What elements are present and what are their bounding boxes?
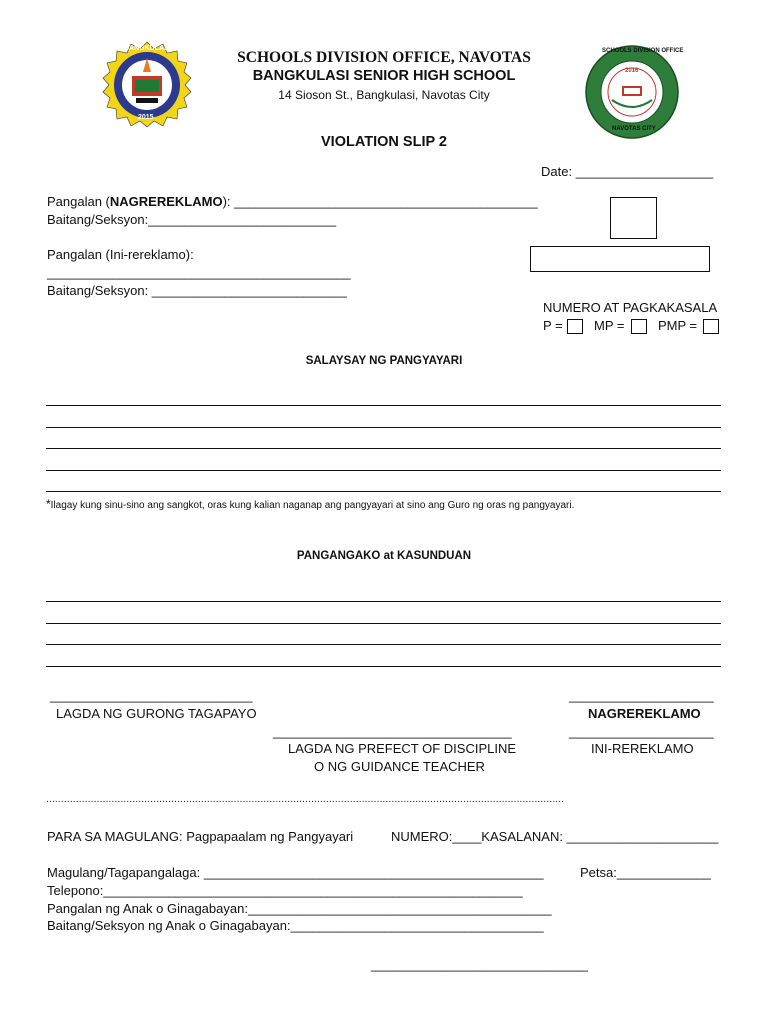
respondent-signature-label: INI-REREKLAMO [591, 741, 694, 756]
respondent-section-field[interactable]: ___________________________ [151, 283, 348, 298]
complainant-name-prefix: Pangalan ( [47, 194, 110, 209]
narrative-line-4[interactable] [46, 470, 721, 471]
prefect-signature-line[interactable]: _________________________________ [273, 724, 512, 739]
petsa-field[interactable]: Petsa:_____________ [580, 865, 711, 880]
pmp-label: PMP = [658, 318, 698, 333]
photo-box[interactable] [610, 197, 657, 239]
mp-label: MP = [594, 318, 625, 333]
logo-right-year: 2016 [625, 68, 639, 74]
complainant-name-bold: NAGREREKLAMO [109, 194, 223, 209]
guardian-field[interactable]: Magulang/Tagapangalaga: _______________________________________________ [47, 865, 544, 880]
logo-right-text: SCHOOLS DIVISION OFFICE [602, 48, 684, 54]
schools-division-seal [584, 44, 684, 140]
logo-right-bottom: NAVOTAS CITY [612, 126, 656, 132]
prefect-signature-label-1: LAGDA NG PREFECT OF DISCIPLINE [288, 741, 517, 756]
school-address: 14 Sioson St., Bangkulasi, Navotas City [278, 88, 490, 102]
adviser-signature-label: LAGDA NG GURONG TAGAPAYO [56, 706, 257, 721]
bangkulasi-logo [102, 40, 192, 128]
note-asterisk: * [46, 497, 51, 511]
offense-heading: NUMERO AT PAGKAKASALA [543, 300, 718, 315]
prefect-signature-label-2: O NG GUIDANCE TEACHER [314, 759, 485, 774]
narrative-line-5[interactable] [46, 491, 721, 492]
phone-field[interactable]: Telepono:__________________________________________________________ [47, 883, 523, 898]
numero-kasalanan-field[interactable]: NUMERO:____KASALANAN: _____________________ [391, 829, 719, 844]
promise-line-4[interactable] [46, 666, 721, 667]
child-section-field[interactable]: Baitang/Seksyon ng Anak o Ginagabayan:___________________________________ [47, 918, 544, 933]
narrative-heading: SALAYSAY NG PANGYAYARI [305, 355, 463, 367]
note-text: Ilagay kung sinu-sino ang sangkot, oras kung kalian naganap ang pangyayari at sino ang Guro ng oras ng pangyayari. [50, 500, 575, 511]
promise-heading: PANGANGAKO at KASUNDUAN [296, 550, 472, 562]
pmp-checkbox[interactable] [703, 319, 719, 334]
parent-heading: PARA SA MAGULANG: Pagpapaalam ng Pangyayari [47, 829, 354, 844]
complainant-signature-label: NAGREREKLAMO [588, 706, 701, 721]
promise-line-3[interactable] [46, 644, 721, 645]
respondent-name-field[interactable]: __________________________________________ [47, 265, 351, 280]
complainant-section-label: Baitang/Seksyon: [47, 212, 149, 227]
narrative-line-3[interactable] [46, 448, 721, 449]
logo-left-text: BANGKULASI [124, 45, 171, 52]
promise-line-2[interactable] [46, 623, 721, 624]
mp-checkbox[interactable] [631, 319, 647, 334]
logo-left-year: 2015 [138, 114, 154, 121]
parent-signature-line[interactable]: ______________________________ [371, 957, 588, 972]
date-label: Date: [541, 164, 573, 179]
school-name: BANGKULASI SENIOR HIGH SCHOOL [252, 68, 516, 84]
p-label: P = [543, 318, 563, 333]
form-title: VIOLATION SLIP 2 [321, 134, 447, 150]
cut-line: .............................................................................................................................................................................. [46, 794, 565, 805]
respondent-section-row[interactable] [47, 283, 347, 298]
complainant-signature-line[interactable]: ____________________ [569, 688, 714, 703]
adviser-signature-line[interactable]: ____________________________ [50, 688, 253, 703]
narrative-line-1[interactable] [46, 405, 721, 406]
date-field[interactable]: ___________________ [575, 164, 714, 179]
respondent-section-label: Baitang/Seksyon: [47, 283, 152, 298]
promise-line-1[interactable] [46, 601, 721, 602]
respondent-name-label: Pangalan (Ini-rereklamo): [47, 247, 194, 262]
child-name-field[interactable]: Pangalan ng Anak o Ginagabayan:__________________________________________ [47, 901, 552, 916]
respondent-signature-line[interactable]: ____________________ [569, 724, 714, 739]
p-checkbox[interactable] [567, 319, 583, 334]
complainant-name-suffix: ): [222, 194, 235, 209]
case-number-box[interactable] [530, 246, 710, 272]
complainant-section-field[interactable]: __________________________ [148, 212, 337, 227]
office-title: SCHOOLS DIVISION OFFICE, NAVOTAS [237, 49, 531, 66]
complainant-name-field[interactable]: __________________________________________ [234, 194, 538, 209]
complainant-name-row[interactable] [47, 194, 538, 209]
complainant-section-row[interactable] [47, 212, 336, 227]
date-row[interactable] [541, 164, 713, 179]
narrative-line-2[interactable] [46, 427, 721, 428]
narrative-note [46, 497, 574, 511]
